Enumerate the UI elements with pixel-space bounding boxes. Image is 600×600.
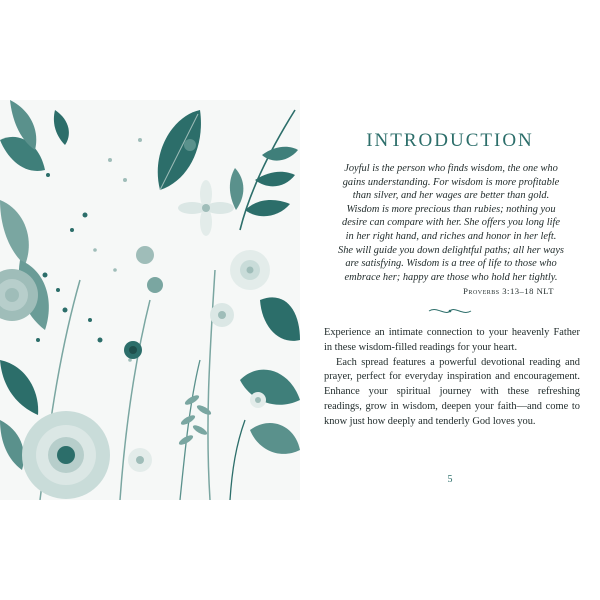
flourish-divider (427, 305, 473, 317)
intro-paragraph: Experience an intimate connection to your heavenly Father in these wisdom-filled readings for your heart. (324, 327, 580, 353)
quote-line: are satisfying. Wisdom is a tree of life to those who (345, 258, 557, 270)
page-title: INTRODUCTION (366, 130, 534, 151)
quote-line: than silver, and her wages are better than gold. (352, 190, 550, 202)
page-number: 5 (447, 474, 453, 485)
quote-line: Wisdom is more precious than rubies; nothing you (346, 203, 556, 215)
quote-line: in her right hand, and riches and honor in her left. (345, 230, 557, 242)
floral-illustration (0, 100, 300, 500)
quote-line: embrace her; happy are those who hold her tightly. (344, 271, 558, 283)
scripture-quote (314, 162, 588, 284)
quote-line: Joyful is the person who finds wisdom, the one who (344, 163, 558, 174)
text-page (300, 100, 600, 500)
intro-paragraph: Each spread features a powerful devotional reading and prayer, perfect for everyday inspiration and encouragement. Enhance your spiritual journey with these refreshing readings, grow in wisdom, deepen your faith—and come to know just how deeply and tenderly God loves you. (324, 356, 580, 427)
scripture-citation: Proverbs 3:13–18 NLT (463, 286, 554, 296)
intro-body (324, 326, 580, 430)
quote-line: She will guide you down delightful paths; all her ways (338, 244, 564, 256)
quote-line: desire can compare with her. She offers you long life (342, 217, 560, 229)
quote-line: gains understanding. For wisdom is more profitable (342, 176, 560, 188)
book-spread (0, 100, 600, 500)
